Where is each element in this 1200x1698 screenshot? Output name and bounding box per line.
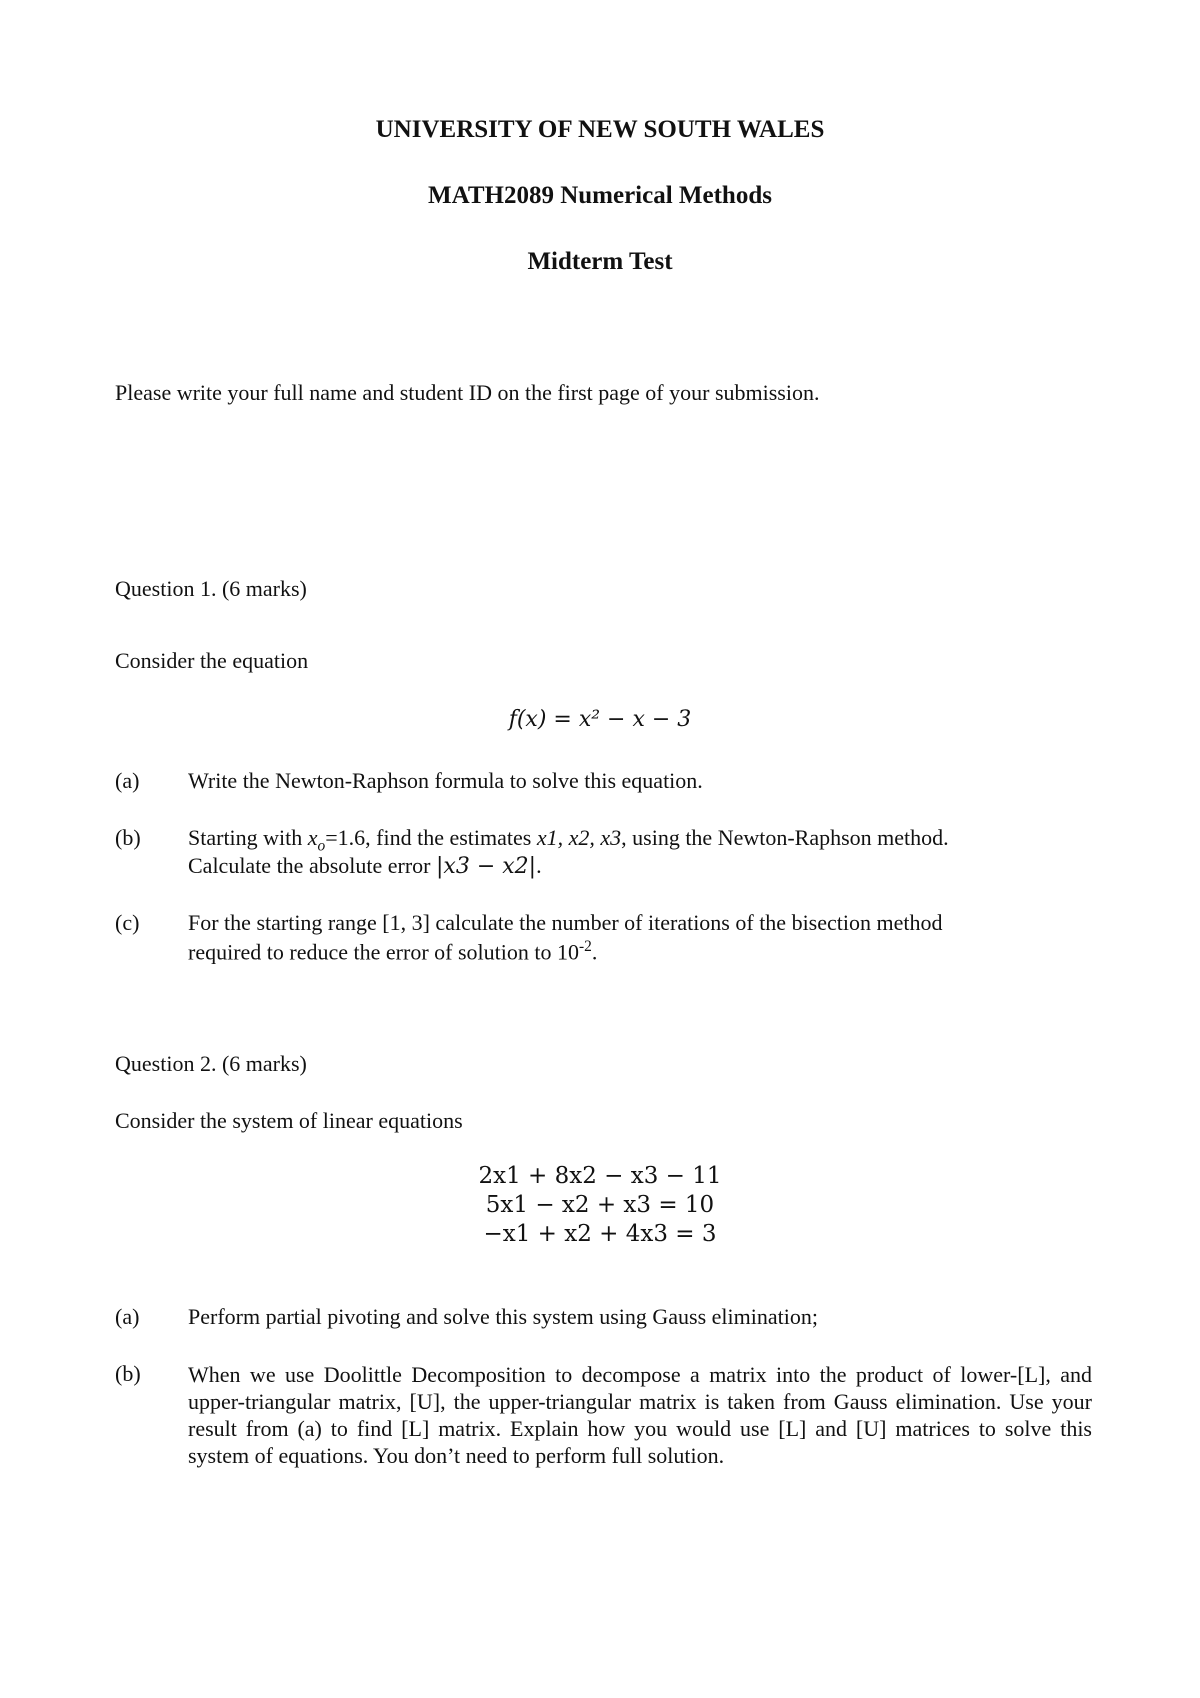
q2-eq2: 5x1 − x2 + x3 = 10 <box>485 1192 715 1218</box>
q1-c-exp: -2 <box>578 938 592 955</box>
university-title: UNIVERSITY OF NEW SOUTH WALES <box>375 116 825 143</box>
q1-b-x0-sub: o <box>317 837 326 855</box>
q1-b-xs: x1, x2, x3 <box>536 825 622 850</box>
q1-intro: Consider the equation <box>115 648 309 673</box>
q2-intro: Consider the system of linear equations <box>115 1108 463 1133</box>
q1-heading: Question 1. (6 marks) <box>115 576 307 601</box>
q2-a-text: Perform partial pivoting and solve this system using Gauss elimination; <box>188 1304 818 1329</box>
q1-c-line2-pre: required to reduce the error of solution to 10 <box>188 939 579 965</box>
q1-c-line2 <box>188 938 597 965</box>
q1-b-line1 <box>188 825 949 855</box>
q2-b-text: When we use Doolittle Decomposition to decompose a matrix into the product of lower-[L], and upper-triangular matrix, [U], the upper-triangular matrix is taken from Gauss elimination. Use your result from (a) to find [L] matrix. Explain how you would use [L] and [U] matrices to solve this system of equations. You don’t need to perform full solution. <box>188 1362 1092 1468</box>
q1-b-line2-post: . <box>536 853 542 878</box>
q2-eq1: 2x1 + 8x2 − x3 − 11 <box>478 1163 722 1189</box>
q1-b-x0: x <box>307 825 318 850</box>
q1-b-label: (b) <box>115 825 141 850</box>
q2-a-label: (a) <box>115 1304 140 1329</box>
q1-a-label: (a) <box>115 768 140 793</box>
q1-b-pre: Starting with <box>188 825 308 850</box>
test-title: Midterm Test <box>527 248 673 275</box>
q1-c-label: (c) <box>115 910 140 935</box>
q1-c-line2-post: . <box>591 939 598 965</box>
q1-b-line2-pre: Calculate the absolute error <box>188 853 437 878</box>
instructions: Please write your full name and student ID on the first page of your submission. <box>115 380 820 405</box>
q1-equation: f(x) = x² − x − 3 <box>508 707 692 732</box>
q1-a-text: Write the Newton-Raphson formula to solve this equation. <box>188 768 703 793</box>
q1-b-post: , using the Newton-Raphson method. <box>621 825 949 850</box>
q2-eq3: −x1 + x2 + 4x3 = 3 <box>483 1221 717 1247</box>
q1-b-abs-error: |x3 − x2| <box>436 854 537 879</box>
q1-b-line2 <box>188 853 542 879</box>
course-title: MATH2089 Numerical Methods <box>428 182 772 209</box>
q2-b-label: (b) <box>115 1361 141 1386</box>
q1-b-mid: =1.6, find the estimates <box>325 825 537 850</box>
q1-c-line1: For the starting range [1, 3] calculate the number of iterations of the bisection method <box>188 910 943 935</box>
q2-heading: Question 2. (6 marks) <box>115 1051 307 1076</box>
